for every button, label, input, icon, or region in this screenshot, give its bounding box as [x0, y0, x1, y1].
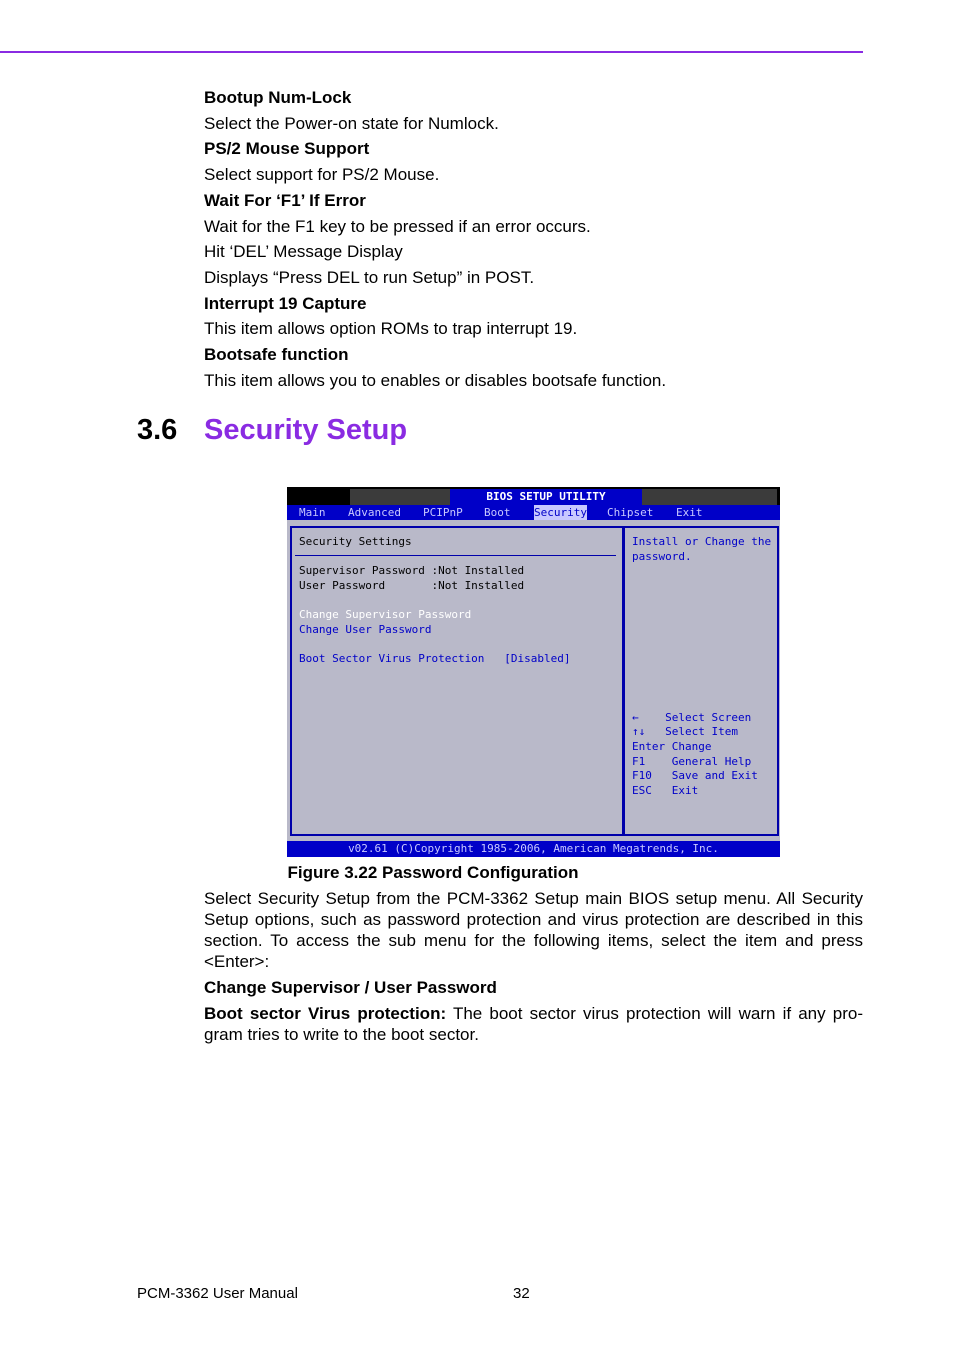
bios-tabs [287, 505, 780, 520]
bios-key-select-item: ↑↓ Select Item [632, 725, 738, 738]
bios-key-enter: Enter Change [632, 740, 712, 753]
bios-titlebar-left [350, 489, 450, 505]
bios-tab-main[interactable]: Main [299, 506, 326, 519]
bios-tab-chipset[interactable]: Chipset [607, 506, 654, 519]
section-heading [137, 410, 407, 450]
item-desc-del: Displays “Press DEL to run Setup” in POST. [204, 267, 535, 287]
item-heading-numlock: Bootup Num-Lock [204, 88, 352, 107]
item-heading-f1: Wait For ‘F1’ If Error [204, 190, 366, 210]
item-desc-numlock: Select the Power-on state for Numlock. [204, 113, 499, 133]
bios-titlebar [287, 487, 780, 505]
bios-key-esc: ESC Exit [632, 784, 699, 797]
change-password-heading: Change Supervisor / User Password [204, 978, 497, 997]
bios-user-status: User Password :Not Installed [299, 579, 525, 592]
body-text [204, 888, 863, 1045]
bios-title: BIOS SETUP UTILITY [450, 489, 642, 505]
item-heading-int19: Interrupt 19 Capture [204, 293, 367, 313]
page-number: 32 [513, 1285, 530, 1302]
bios-heading-rule [295, 555, 616, 556]
bios-boot-sector[interactable]: Boot Sector Virus Protection [Disabled] [299, 652, 571, 665]
item-desc-bootsafe: This item allows you to enables or disables bootsafe function. [204, 370, 667, 390]
bios-tab-advanced[interactable]: Advanced [348, 506, 401, 519]
figure-caption: Figure 3.22 Password Configuration [287, 863, 579, 882]
bios-key-f1: F1 General Help [632, 755, 752, 768]
bios-help-line2: password. [632, 550, 692, 563]
boot-sector-paragraph [204, 1003, 863, 1045]
item-heading-ps2: PS/2 Mouse Support [204, 139, 370, 159]
item-desc-f1: Wait for the F1 key to be pressed if an error occurs. [204, 216, 591, 236]
bios-heading: Security Settings [299, 535, 412, 548]
bios-screenshot [287, 487, 780, 857]
footer-manual: PCM-3362 User Manual [137, 1285, 298, 1302]
item-heading-bootsafe: Bootsafe function [204, 345, 349, 365]
bios-tab-boot[interactable]: Boot [484, 506, 511, 519]
bios-help-line1: Install or Change the [632, 535, 772, 548]
bios-supervisor-status: Supervisor Password :Not Installed [299, 564, 525, 577]
section-number: 3.6 [137, 414, 178, 446]
bios-change-user[interactable]: Change User Password [299, 623, 432, 636]
bios-tab-security[interactable]: Security [534, 506, 587, 519]
item-desc-ps2: Select support for PS/2 Mouse. [204, 165, 440, 185]
boot-sector-label: Boot sector Virus protection: [204, 1004, 447, 1023]
header-rule [0, 51, 863, 53]
boot-sector-desc: The boot sector virus protection will warn if any pro-gram tries to write to the boot sector. [204, 1004, 863, 1044]
bios-tab-exit[interactable]: Exit [676, 506, 703, 519]
bios-key-select-screen: ← Select Screen [632, 711, 752, 724]
bios-titlebar-right [642, 489, 777, 505]
bios-copyright: v02.61 (C)Copyright 1985-2006, American Megatrends, Inc. [287, 841, 780, 857]
bios-change-supervisor[interactable]: Change Supervisor Password [299, 608, 472, 621]
bios-key-f10: F10 Save and Exit [632, 769, 758, 782]
bios-tab-pcipnp[interactable]: PCIPnP [423, 506, 463, 519]
intro-text [204, 85, 863, 393]
item-heading-del: Hit ‘DEL’ Message Display [204, 242, 403, 262]
section-title: Security Setup [204, 414, 408, 446]
body-paragraph: Select Security Setup from the PCM-3362 Setup main BIOS setup menu. All Security Setup options, such as password protection and virus protection are described in this section. To access the sub menu for the following items, select the item and press <Enter>: [204, 889, 863, 971]
item-desc-int19: This item allows option ROMs to trap interrupt 19. [204, 319, 578, 339]
